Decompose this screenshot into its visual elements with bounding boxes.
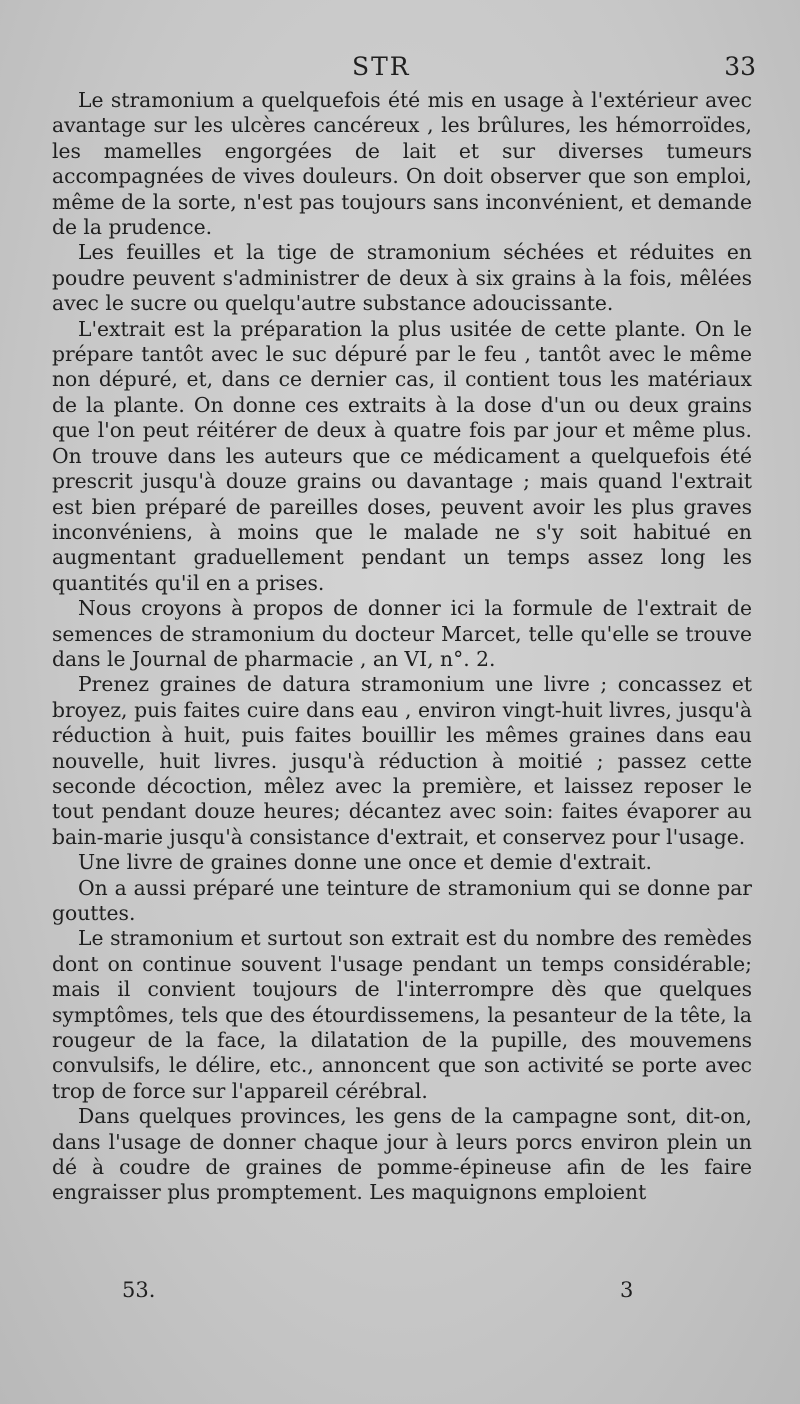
paragraph: Nous croyons à propos de donner ici la formule de l'extrait de semences de stramonium du docteur Marcet, telle qu'elle se trouve dans le Journal de pharmacie , an VI, n°. 2. bbox=[52, 596, 752, 671]
page-footer bbox=[0, 1278, 800, 1308]
running-head: STR bbox=[352, 52, 411, 81]
paragraph: Le stramonium et surtout son extrait est du nombre des remèdes dont on continue souvent l'usage pendant un temps considérable; mais il convient toujours de l'interrompre dès que quelques symptômes, tels que des étourdissemens, la pesanteur de la tête, la rougeur de la face, la dilatation de la pupille, des mouvemens convulsifs, le délire, etc., annoncent que son activité se porte avec trop de force sur l'appareil cérébral. bbox=[52, 926, 752, 1103]
page-body bbox=[52, 88, 752, 1206]
paragraph: L'extrait est la préparation la plus usitée de cette plante. On le prépare tantôt avec le suc dépuré par le feu , tantôt avec le même non dépuré, et, dans ce dernier cas, il contient tous les matériaux de la plante. On donne ces extraits à la dose d'un ou deux grains que l'on peut réitérer de deux à quatre fois par jour et même plus. On trouve dans les auteurs que ce médicament a quelquefois été prescrit jusqu'à douze grains ou davantage ; mais quand l'extrait est bien préparé de pareilles doses, peuvent avoir les plus graves inconvéniens, à moins que le malade ne s'y soit habitué en augmentant graduellement pendant un temps assez long les quantités qu'il en a prises. bbox=[52, 316, 752, 595]
page-number: 33 bbox=[724, 52, 756, 81]
paragraph: On a aussi préparé une teinture de stramonium qui se donne par gouttes. bbox=[52, 875, 752, 925]
signature-mark: 3 bbox=[620, 1278, 634, 1302]
paragraph: Le stramonium a quelquefois été mis en usage à l'extérieur avec avantage sur les ulcères cancéreux , les brûlures, les hémorroïdes, les mamelles engorgées de lait et sur diverses tumeurs accompagnées de vives douleurs. On doit observer que son emploi, même de la sorte, n'est pas toujours sans inconvénient, et demande de la prudence. bbox=[52, 88, 752, 240]
page-header bbox=[0, 50, 800, 86]
paragraph: Dans quelques provinces, les gens de la campagne sont, dit-on, dans l'usage de donner chaque jour à leurs porcs environ plein un dé à coudre de graines de pomme-épineuse afin de les faire engraisser plus promptement. Les maquignons emploient bbox=[52, 1104, 752, 1205]
paragraph: Une livre de graines donne une once et demie d'extrait. bbox=[78, 850, 652, 875]
paragraph: Les feuilles et la tige de stramonium séchées et réduites en poudre peuvent s'administrer de deux à six grains à la fois, mêlées avec le sucre ou quelqu'autre substance adoucissante. bbox=[52, 240, 752, 316]
paragraph: Prenez graines de datura stramonium une livre ; concassez et broyez, puis faites cuire dans eau , environ vingt-huit livres, jusqu'à réduction à huit, puis faites bouillir les mêmes graines dans eau nouvelle, huit livres. jusqu'à réduction à moitié ; passez cette seconde décoction, mêlez avec la première, et laissez reposer le tout pendant douze heures; décantez avec soin: faites évaporer au bain-marie jusqu'à consistance d'extrait, et conservez pour l'usage. bbox=[52, 672, 752, 849]
signature-number: 53. bbox=[122, 1278, 156, 1302]
